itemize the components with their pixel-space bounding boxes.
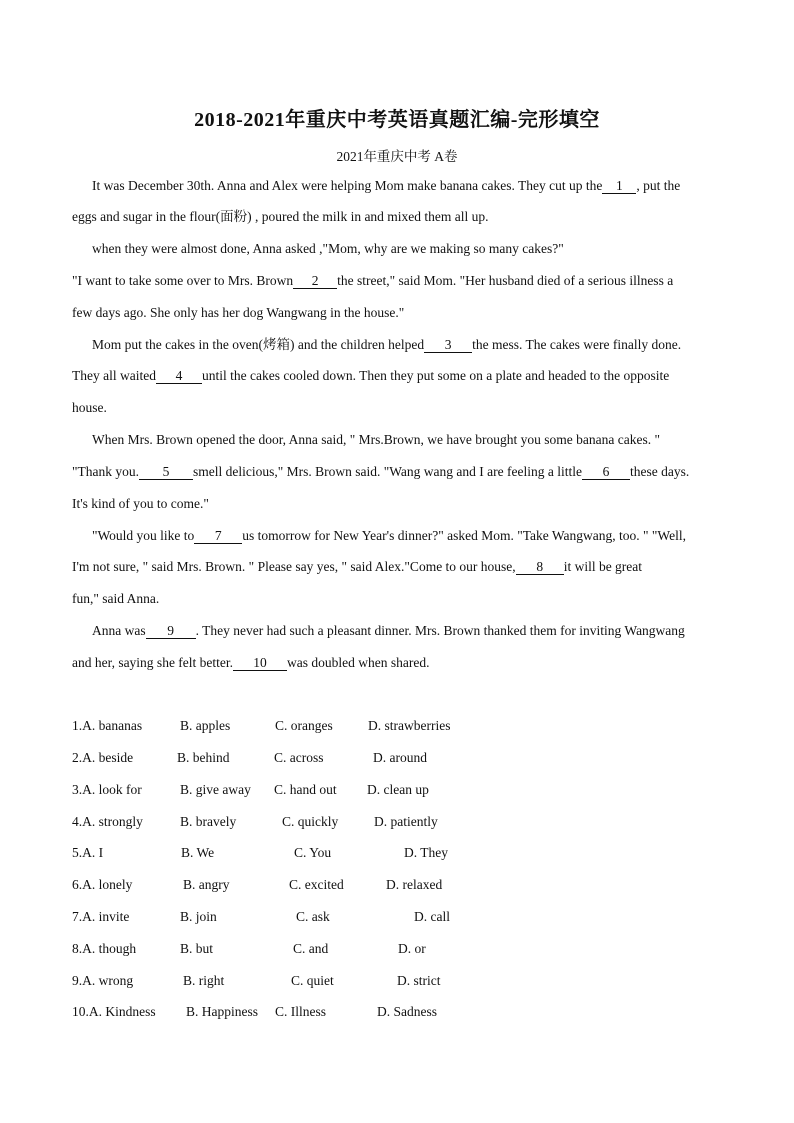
passage-text: was doubled when shared. <box>287 655 430 670</box>
option-4d: D. patiently <box>374 814 438 829</box>
section-subtitle: 2021年重庆中考 A卷 <box>336 149 458 164</box>
passage-line: few days ago. She only has her dog Wangwang in the house." <box>72 305 405 320</box>
option-4c: C. quickly <box>282 814 339 829</box>
option-3a: 3.A. look for <box>72 782 142 797</box>
passage-text: It was December 30th. Anna and Alex were helping Mom make banana cakes. They cut up the <box>92 178 603 193</box>
option-7b: B. join <box>180 909 217 924</box>
option-9d: D. strict <box>397 973 441 988</box>
option-5d: D. They <box>404 845 448 860</box>
option-3c: C. hand out <box>274 782 337 797</box>
blank-4: 4 <box>156 369 202 384</box>
blank-3: 3 <box>424 338 472 353</box>
passage-line <box>72 558 714 576</box>
option-2c: C. across <box>274 750 324 765</box>
option-7a: 7.A. invite <box>72 909 130 924</box>
blank-2: 2 <box>293 274 337 289</box>
passage-line: When Mrs. Brown opened the door, Anna said, " Mrs.Brown, we have brought you some banana cakes. " <box>92 432 660 447</box>
blank-1: 1 <box>602 179 636 194</box>
passage-line <box>72 272 714 290</box>
option-9b: B. right <box>183 973 225 988</box>
passage-text: it will be great <box>563 559 643 574</box>
passage-line: when they were almost done, Anna asked ,"Mom, why are we making so many cakes?" <box>92 241 564 256</box>
option-10c: C. Illness <box>275 1004 327 1019</box>
option-9c: C. quiet <box>291 973 334 988</box>
option-8b: B. but <box>180 941 214 956</box>
option-10b: B. Happiness <box>186 1004 258 1019</box>
passage-line <box>72 654 714 672</box>
passage-line: It's kind of you to come." <box>72 496 209 511</box>
option-2a: 2.A. beside <box>72 750 134 765</box>
passage-line: eggs and sugar in the flour(面粉) , poured the milk in and mixed them all up. <box>72 209 489 224</box>
passage-line: house. <box>72 400 107 415</box>
passage-line <box>72 463 714 481</box>
option-8c: C. and <box>293 941 329 956</box>
blank-6: 6 <box>582 465 630 480</box>
option-1a: 1.A. bananas <box>72 718 143 733</box>
passage-line <box>92 177 714 195</box>
passage-text: . They never had such a pleasant dinner. Mrs. Brown thanked them for inviting Wangwang <box>195 623 685 638</box>
passage-text: Anna was <box>92 623 146 638</box>
passage-text: these days. <box>629 464 690 479</box>
option-1d: D. strawberries <box>368 718 451 733</box>
passage-text: "I want to take some over to Mrs. Brown <box>72 273 294 288</box>
passage-text: I'm not sure, " said Mrs. Brown. " Please say yes, " said Alex."Come to our house, <box>72 559 516 574</box>
option-7d: D. call <box>414 909 450 924</box>
option-1c: C. oranges <box>275 718 333 733</box>
passage-text: the street," said Mom. "Her husband died of a serious illness a <box>337 273 674 288</box>
option-5b: B. We <box>181 845 215 860</box>
option-8a: 8.A. though <box>72 941 137 956</box>
passage-text: smell delicious," Mrs. Brown said. "Wang wang and I are feeling a little <box>193 464 582 479</box>
option-1b: B. apples <box>180 718 231 733</box>
option-2b: B. behind <box>177 750 230 765</box>
blank-9: 9 <box>146 624 196 639</box>
passage-text: They all waited <box>72 368 156 383</box>
option-4b: B. bravely <box>180 814 237 829</box>
passage-line: fun," said Anna. <box>72 591 160 606</box>
blank-8: 8 <box>516 560 564 575</box>
option-6c: C. excited <box>289 877 344 892</box>
passage-text: "Thank you. <box>72 464 139 479</box>
passage-text: Mom put the cakes in the oven(烤箱) and the children helped <box>92 337 425 352</box>
option-4a: 4.A. strongly <box>72 814 143 829</box>
option-6d: D. relaxed <box>386 877 443 892</box>
option-2d: D. around <box>373 750 427 765</box>
option-10d: D. Sadness <box>377 1004 437 1019</box>
passage-text: "Would you like to <box>92 528 195 543</box>
option-8d: D. or <box>398 941 426 956</box>
option-10a: 10.A. Kindness <box>72 1004 156 1019</box>
passage-line <box>92 336 714 354</box>
passage-line <box>92 622 714 640</box>
passage-line <box>72 367 714 385</box>
option-6a: 6.A. lonely <box>72 877 133 892</box>
passage-text: us tomorrow for New Year's dinner?" asked Mom. "Take Wangwang, too. " "Well, <box>242 528 686 543</box>
option-3d: D. clean up <box>367 782 429 797</box>
passage-text: until the cakes cooled down. Then they put some on a plate and headed to the opposite <box>201 368 670 383</box>
option-5a: 5.A. I <box>72 845 104 860</box>
option-5c: C. You <box>294 845 332 860</box>
blank-10: 10 <box>233 656 287 671</box>
passage-text: , put the <box>636 178 681 193</box>
page-title: 2018-2021年重庆中考英语真题汇编-完形填空 <box>194 109 600 131</box>
option-6b: B. angry <box>183 877 230 892</box>
option-3b: B. give away <box>180 782 251 797</box>
option-9a: 9.A. wrong <box>72 973 134 988</box>
passage-line <box>92 527 714 545</box>
option-7c: C. ask <box>296 909 330 924</box>
blank-5: 5 <box>139 465 193 480</box>
blank-7: 7 <box>194 529 242 544</box>
passage-text: and her, saying she felt better. <box>72 655 234 670</box>
passage-text: the mess. The cakes were finally done. <box>472 337 682 352</box>
